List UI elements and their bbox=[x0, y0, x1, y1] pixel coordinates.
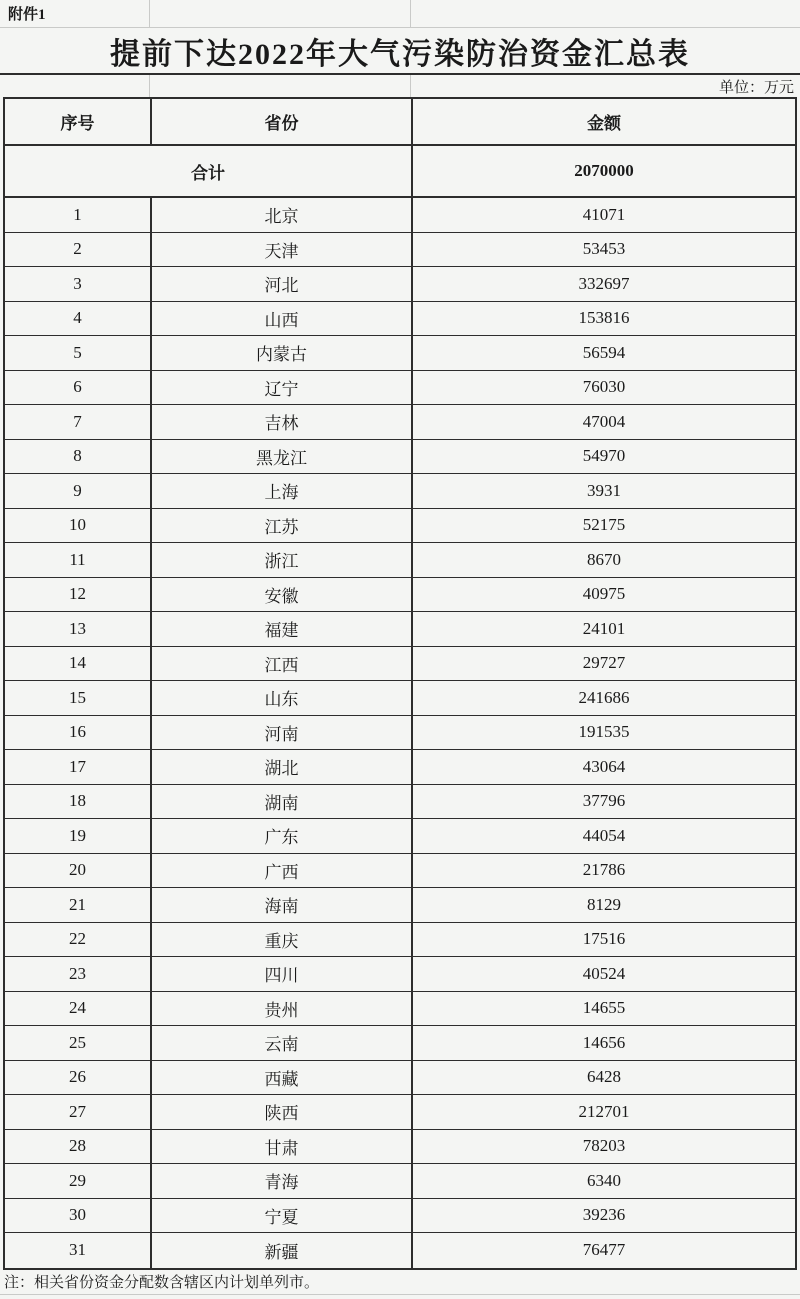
row-index-cell: 22 bbox=[5, 923, 152, 957]
row-index-cell: 24 bbox=[5, 992, 152, 1026]
table-row bbox=[5, 1130, 795, 1165]
table-row bbox=[5, 1061, 795, 1096]
row-index-cell: 19 bbox=[5, 819, 152, 853]
amount-cell: 41071 bbox=[582, 204, 626, 224]
row-index-cell: 9 bbox=[5, 474, 152, 508]
row-index-cell: 18 bbox=[5, 785, 152, 819]
amount-cell: 332697 bbox=[578, 273, 630, 293]
province-cell: 广东 bbox=[152, 819, 413, 853]
row-index-cell: 16 bbox=[5, 716, 152, 750]
table-row bbox=[5, 647, 795, 682]
amount-cell: 8670 bbox=[587, 549, 621, 569]
amount-cell: 53453 bbox=[582, 239, 626, 259]
table-row bbox=[5, 578, 795, 613]
table-row bbox=[5, 474, 795, 509]
table-row bbox=[5, 854, 795, 889]
unit-row bbox=[0, 75, 800, 97]
table-row bbox=[5, 336, 795, 371]
total-amount-cell: 2070000 bbox=[574, 161, 634, 180]
amount-cell: 3931 bbox=[587, 480, 621, 500]
amount-cell: 241686 bbox=[578, 687, 630, 707]
amount-cell: 14656 bbox=[582, 1032, 626, 1052]
province-cell: 辽宁 bbox=[152, 371, 413, 405]
amount-cell: 43064 bbox=[582, 756, 626, 776]
province-cell: 江苏 bbox=[152, 509, 413, 543]
province-cell: 黑龙江 bbox=[152, 440, 413, 474]
header-cell-index: 序号 bbox=[5, 99, 152, 144]
row-index-cell: 1 bbox=[5, 198, 152, 232]
amount-cell: 21786 bbox=[582, 860, 626, 880]
amount-cell: 78203 bbox=[582, 1136, 626, 1156]
unit-label: 单位：万元 bbox=[718, 79, 794, 96]
province-cell: 安徽 bbox=[152, 578, 413, 612]
province-cell: 江西 bbox=[152, 647, 413, 681]
attachment-row-spacer-2 bbox=[411, 0, 800, 27]
province-cell: 广西 bbox=[152, 854, 413, 888]
amount-cell: 8129 bbox=[587, 894, 621, 914]
table-row bbox=[5, 1164, 795, 1199]
province-cell: 山西 bbox=[152, 302, 413, 336]
table-row bbox=[5, 267, 795, 302]
province-cell: 湖北 bbox=[152, 750, 413, 784]
province-cell: 青海 bbox=[152, 1164, 413, 1198]
amount-cell: 76477 bbox=[582, 1240, 626, 1260]
table-row bbox=[5, 509, 795, 544]
total-label-cell: 合计 bbox=[5, 146, 413, 196]
row-index-cell: 31 bbox=[5, 1233, 152, 1268]
funds-table bbox=[3, 97, 797, 1270]
table-row bbox=[5, 612, 795, 647]
province-cell: 吉林 bbox=[152, 405, 413, 439]
amount-cell: 6340 bbox=[587, 1170, 621, 1190]
table-row bbox=[5, 888, 795, 923]
row-index-cell: 10 bbox=[5, 509, 152, 543]
row-index-cell: 13 bbox=[5, 612, 152, 646]
table-row bbox=[5, 1026, 795, 1061]
row-index-cell: 28 bbox=[5, 1130, 152, 1164]
unit-row-spacer-1 bbox=[0, 75, 150, 97]
row-index-cell: 5 bbox=[5, 336, 152, 370]
row-index-cell: 21 bbox=[5, 888, 152, 922]
province-cell: 山东 bbox=[152, 681, 413, 715]
table-row bbox=[5, 957, 795, 992]
table-row bbox=[5, 1199, 795, 1234]
footnote: 注：相关省份资金分配数含辖区内计划单列市。 bbox=[0, 1270, 800, 1295]
table-row bbox=[5, 923, 795, 958]
province-cell: 上海 bbox=[152, 474, 413, 508]
row-index-cell: 14 bbox=[5, 647, 152, 681]
amount-cell: 52175 bbox=[582, 515, 626, 535]
province-cell: 内蒙古 bbox=[152, 336, 413, 370]
table-body bbox=[5, 198, 795, 1268]
row-index-cell: 12 bbox=[5, 578, 152, 612]
table-row bbox=[5, 440, 795, 475]
province-cell: 甘肃 bbox=[152, 1130, 413, 1164]
attachment-row bbox=[0, 0, 800, 28]
attachment-row-spacer-1 bbox=[150, 0, 411, 27]
table-row bbox=[5, 405, 795, 440]
province-cell: 宁夏 bbox=[152, 1199, 413, 1233]
table-row bbox=[5, 302, 795, 337]
amount-cell: 24101 bbox=[582, 618, 626, 638]
amount-cell: 37796 bbox=[582, 791, 626, 811]
table-row bbox=[5, 371, 795, 406]
amount-cell: 76030 bbox=[582, 377, 626, 397]
province-cell: 陕西 bbox=[152, 1095, 413, 1129]
province-cell: 新疆 bbox=[152, 1233, 413, 1268]
amount-cell: 153816 bbox=[578, 308, 630, 328]
province-cell: 海南 bbox=[152, 888, 413, 922]
row-index-cell: 15 bbox=[5, 681, 152, 715]
province-cell: 福建 bbox=[152, 612, 413, 646]
row-index-cell: 3 bbox=[5, 267, 152, 301]
row-index-cell: 2 bbox=[5, 233, 152, 267]
attachment-label: 附件1 bbox=[0, 0, 150, 27]
total-row bbox=[5, 146, 795, 198]
amount-cell: 6428 bbox=[587, 1067, 621, 1087]
amount-cell: 17516 bbox=[582, 929, 626, 949]
province-cell: 河南 bbox=[152, 716, 413, 750]
header-cell-province: 省份 bbox=[152, 99, 413, 144]
table-row bbox=[5, 233, 795, 268]
province-cell: 贵州 bbox=[152, 992, 413, 1026]
table-row bbox=[5, 819, 795, 854]
province-cell: 浙江 bbox=[152, 543, 413, 577]
row-index-cell: 8 bbox=[5, 440, 152, 474]
province-cell: 西藏 bbox=[152, 1061, 413, 1095]
table-row bbox=[5, 681, 795, 716]
table-row bbox=[5, 543, 795, 578]
row-index-cell: 30 bbox=[5, 1199, 152, 1233]
table-row bbox=[5, 198, 795, 233]
row-index-cell: 17 bbox=[5, 750, 152, 784]
amount-cell: 191535 bbox=[578, 722, 630, 742]
table-row bbox=[5, 716, 795, 751]
province-cell: 河北 bbox=[152, 267, 413, 301]
amount-cell: 14655 bbox=[582, 998, 626, 1018]
row-index-cell: 7 bbox=[5, 405, 152, 439]
table-row bbox=[5, 785, 795, 820]
row-index-cell: 11 bbox=[5, 543, 152, 577]
row-index-cell: 26 bbox=[5, 1061, 152, 1095]
province-cell: 北京 bbox=[152, 198, 413, 232]
amount-cell: 54970 bbox=[582, 446, 626, 466]
amount-cell: 212701 bbox=[578, 1101, 630, 1121]
row-index-cell: 4 bbox=[5, 302, 152, 336]
page-title: 提前下达2022年大气污染防治资金汇总表 bbox=[0, 28, 800, 75]
row-index-cell: 29 bbox=[5, 1164, 152, 1198]
unit-row-spacer-2 bbox=[150, 75, 411, 97]
row-index-cell: 25 bbox=[5, 1026, 152, 1060]
row-index-cell: 20 bbox=[5, 854, 152, 888]
table-row bbox=[5, 1095, 795, 1130]
header-cell-amount: 金额 bbox=[587, 114, 621, 133]
province-cell: 天津 bbox=[152, 233, 413, 267]
table-row bbox=[5, 992, 795, 1027]
table-row bbox=[5, 1233, 795, 1268]
table-row bbox=[5, 750, 795, 785]
row-index-cell: 6 bbox=[5, 371, 152, 405]
amount-cell: 40975 bbox=[582, 584, 626, 604]
amount-cell: 56594 bbox=[582, 342, 626, 362]
amount-cell: 29727 bbox=[582, 653, 626, 673]
province-cell: 云南 bbox=[152, 1026, 413, 1060]
amount-cell: 44054 bbox=[582, 825, 626, 845]
amount-cell: 47004 bbox=[582, 411, 626, 431]
province-cell: 四川 bbox=[152, 957, 413, 991]
row-index-cell: 27 bbox=[5, 1095, 152, 1129]
amount-cell: 39236 bbox=[582, 1205, 626, 1225]
province-cell: 湖南 bbox=[152, 785, 413, 819]
table-header-row bbox=[5, 99, 795, 146]
row-index-cell: 23 bbox=[5, 957, 152, 991]
amount-cell: 40524 bbox=[582, 963, 626, 983]
province-cell: 重庆 bbox=[152, 923, 413, 957]
